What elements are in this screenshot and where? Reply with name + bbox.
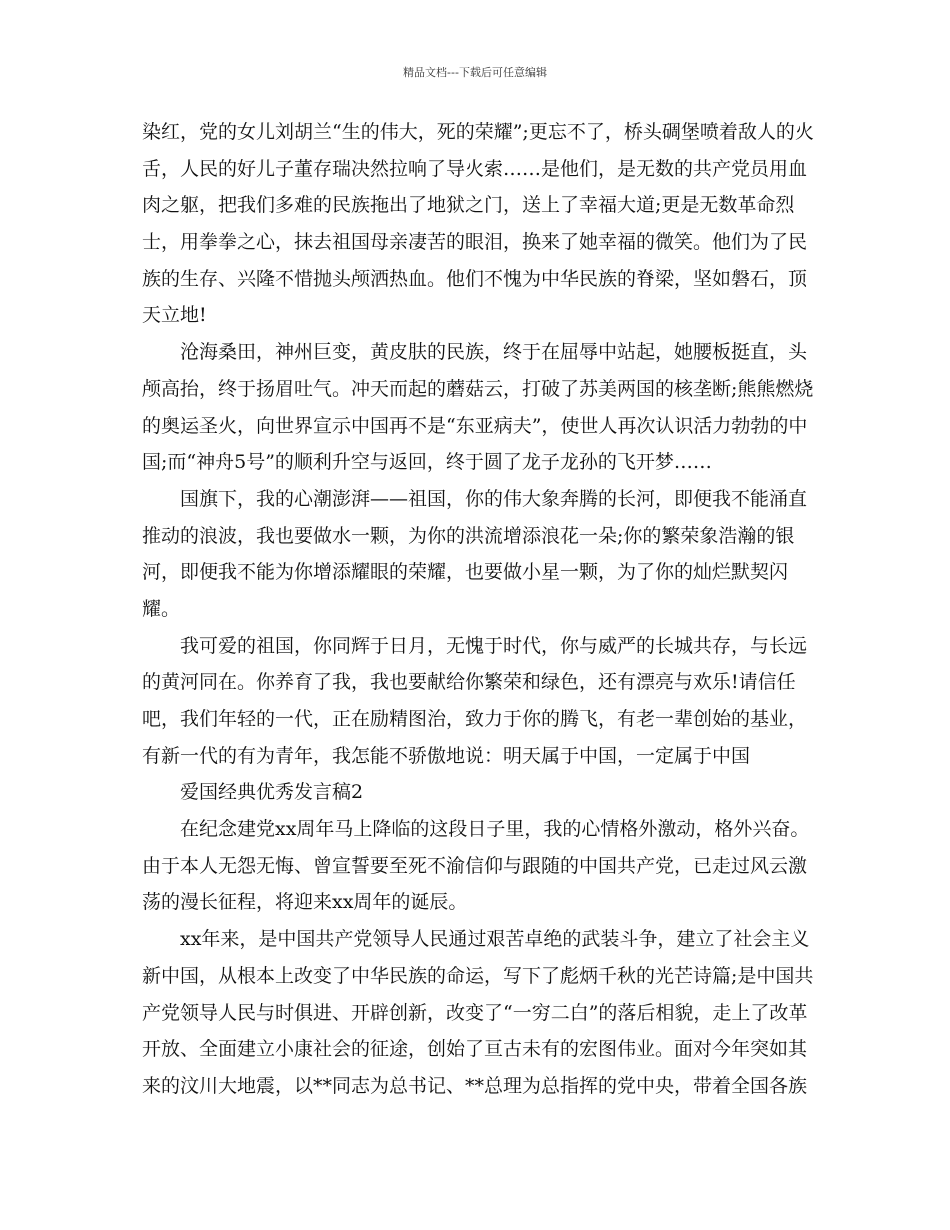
text-line: 我可爱的祖国，你同辉于日月，无愧于时代，你与威严的长城共存，与长远 [180,634,808,657]
paragraph-6 [142,921,814,1104]
text-line: 耀。 [142,597,181,620]
text-line: 的黄河同在。你养育了我，我也要献给你繁荣和绿色，还有漂亮与欢乐!请信任 [142,671,796,694]
text-line: 新中国，从根本上改变了中华民族的命运，写下了彪炳千秋的光芒诗篇;是中国共 [142,964,814,987]
text-line: 河，即便我不能为你增添耀眼的荣耀，也要做小星一颗，为了你的灿烂默契闪 [142,561,789,584]
text-line: 荡的漫长征程，将迎来xx周年的诞辰。 [142,891,468,914]
text-line: 国;而“神舟5号”的顺利升空与返回，终于圆了龙子龙孙的飞开梦…… [142,451,712,474]
text-line: 来的汶川大地震，以**同志为总书记、**总理为总指挥的党中央，带着全国各族 [142,1074,808,1097]
text-line: 在纪念建党xx周年马上降临的这段日子里，我的心情格外激动，格外兴奋。 [180,818,810,841]
text-line: 开放、全面建立小康社会的征途，创始了亘古未有的宏图伟业。面对今年突如其 [142,1038,808,1061]
paragraph-3 [142,481,808,628]
text-line: 舌，人民的好儿子董存瑞决然拉响了导火索……是他们，是无数的共产党员用血 [142,157,808,180]
text-line: 颅高抬，终于扬眉吐气。冲天而起的蘑菇云，打破了苏美两国的核垄断;熊熊燃烧 [142,377,814,400]
page-header: 精品文档---下载后可任意编辑 [403,66,547,79]
text-line: 士，用拳拳之心，抹去祖国母亲凄苦的眼泪，换来了她幸福的微笑。他们为了民 [142,231,808,254]
text-line: 的奥运圣火，向世界宣示中国再不是“东亚病夫”，使世人再次认识活力勃勃的中 [142,414,808,437]
section-heading: 爱国经典优秀发言稿2 [180,781,364,804]
text-line: 有新一代的有为青年，我怎能不骄傲地说：明天属于中国，一定属于中国 [142,744,751,767]
text-line: 染红，党的女儿刘胡兰“生的伟大，死的荣耀”;更忘不了，桥头碉堡喷着敌人的火 [142,121,814,143]
paragraph-1 [142,114,814,334]
text-line: 推动的浪波，我也要做水一颗，为你的洪流增添浪花一朵;你的繁荣象浩瀚的银 [142,524,795,547]
text-line: 族的生存、兴隆不惜抛头颅洒热血。他们不愧为中华民族的脊梁，坚如磐石，顶 [142,267,808,290]
text-line: 沧海桑田，神州巨变，黄皮肤的民族，终于在屈辱中站起，她腰板挺直，头 [180,341,808,364]
paragraph-5 [142,811,808,921]
text-line: xx年来，是中国共产党领导人民通过艰苦卓绝的武装斗争，建立了社会主义 [180,928,810,951]
paragraph-4 [142,628,808,775]
paragraph-2 [142,334,814,481]
document-body [142,114,814,1105]
section-title [142,774,808,811]
text-line: 吧，我们年轻的一代，正在励精图治，致力于你的腾飞，有老一辈创始的基业， [142,708,808,730]
text-line: 肉之躯，把我们多难的民族拖出了地狱之门，送上了幸福大道;更是无数革命烈 [142,194,795,217]
text-line: 由于本人无怨无悔、曾宣誓要至死不渝信仰与跟随的中国共产党，已走过风云激 [142,854,808,877]
text-line: 天立地! [142,304,207,327]
text-line: 产党领导人民与时俱进、开辟创新，改变了“一穷二白”的落后相貌，走上了改革 [142,1001,808,1024]
text-line: 国旗下，我的心潮澎湃——祖国，你的伟大象奔腾的长河，即便我不能涌直 [180,487,808,510]
